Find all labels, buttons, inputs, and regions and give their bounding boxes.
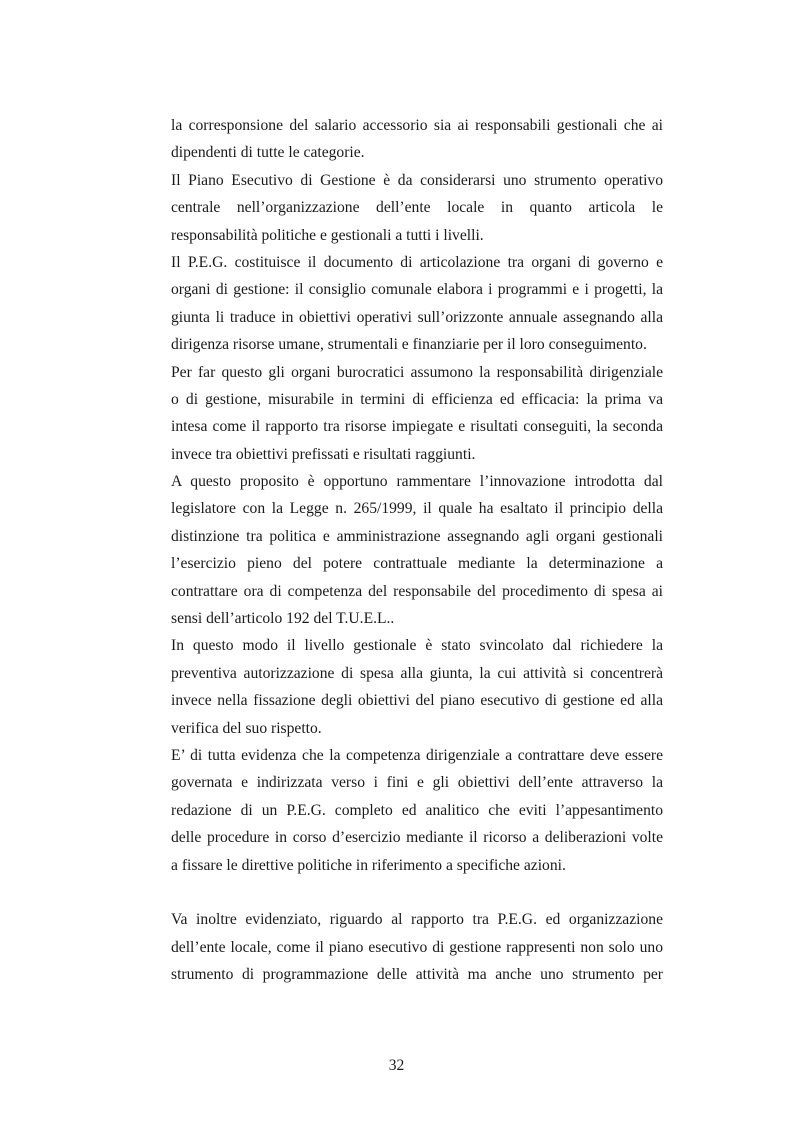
paragraph [171,632,663,742]
text-line: organi di gestione: il consiglio comunale elabora i programmi e i progetti, la [171,281,663,299]
text-line: redazione di un P.E.G. completo ed analitico che eviti l’appesantimento [171,801,663,819]
paragraph-gap [171,879,663,906]
text-line: intesa come il rapporto tra risorse impiegate e risultati conseguiti, la seconda [171,418,663,436]
text-line: Per far questo gli organi burocratici assumono la responsabilità dirigenziale [171,363,663,381]
text-line: E’ di tutta evidenza che la competenza dirigenziale a contrattare deve essere [171,746,663,764]
paragraph [171,906,663,988]
text-line: giunta li traduce in obiettivi operativi sull’orizzonte annuale assegnando alla [171,308,663,326]
text-line: l’esercizio pieno del potere contrattuale mediante la determinazione a [171,555,663,573]
paragraph [171,742,663,879]
body-text [171,112,663,989]
text-line: o di gestione, misurabile in termini di efficienza ed efficacia: la prima va [171,390,663,408]
paragraph [171,167,663,249]
text-line: verifica del suo rispetto. [171,719,322,737]
paragraph [171,359,663,469]
text-line: distinzione tra politica e amministrazione assegnando agli organi gestionali [171,527,663,545]
text-line: dell’ente locale, come il piano esecutivo di gestione rappresenti non solo uno [171,938,663,956]
text-line: In questo modo il livello gestionale è stato svincolato dal richiedere la [171,637,663,655]
text-line: contrattare ora di competenza del responsabile del procedimento di spesa ai [171,582,663,600]
text-line: dipendenti di tutte le categorie. [171,144,365,162]
text-line: invece tra obiettivi prefissati e risultati raggiunti. [171,445,476,463]
page-number: 32 [388,1057,405,1074]
text-line: dirigenza risorse umane, strumentali e finanziarie per il loro conseguimento. [171,336,647,354]
text-line: a fissare le direttive politiche in riferimento a specifiche azioni. [171,856,566,874]
paragraph [171,468,663,632]
text-line: responsabilità politiche e gestionali a tutti i livelli. [171,226,484,244]
text-line: Il Piano Esecutivo di Gestione è da considerarsi uno strumento operativo [171,171,663,189]
text-line: la corresponsione del salario accessorio sia ai responsabili gestionali che ai [171,117,663,134]
text-line: preventiva autorizzazione di spesa alla giunta, la cui attività si concentrerà [171,664,663,682]
text-line: Il P.E.G. costituisce il documento di articolazione tra organi di governo e [171,253,663,271]
text-line: A questo proposito è opportuno rammentare l’innovazione introdotta dal [171,473,663,491]
text-line: sensi dell’articolo 192 del T.U.E.L.. [171,610,395,628]
text-line: invece nella fissazione degli obiettivi del piano esecutivo di gestione ed alla [171,692,663,710]
text-line: governata e indirizzata verso i fini e gli obiettivi dell’ente attraverso la [171,774,663,792]
paragraph [171,249,663,359]
text-line: Va inoltre evidenziato, riguardo al rapporto tra P.E.G. ed organizzazione [171,911,663,929]
paragraph [171,112,663,167]
text-line: legislatore con la Legge n. 265/1999, il quale ha esaltato il principio della [171,500,663,518]
text-line: strumento di programmazione delle attività ma anche uno strumento per [171,966,663,984]
text-line: centrale nell’organizzazione dell’ente locale in quanto articola le [171,199,663,217]
text-line: delle procedure in corso d’esercizio mediante il ricorso a deliberazioni volte [171,829,663,847]
